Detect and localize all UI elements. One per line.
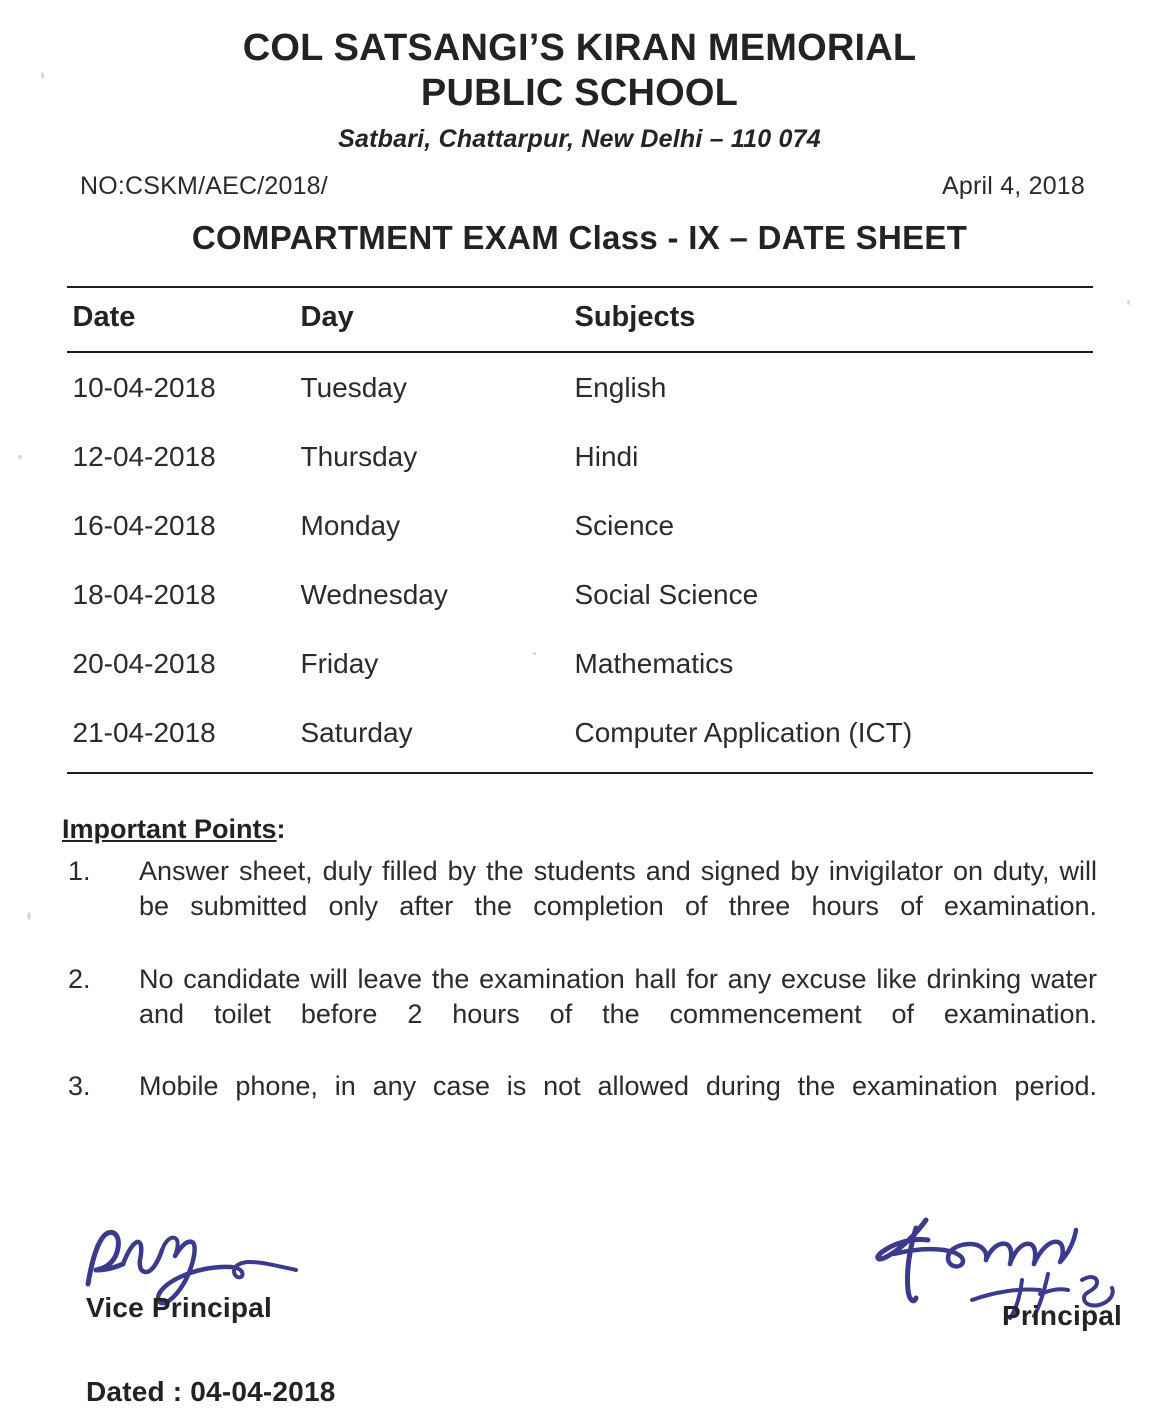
table-body	[67, 352, 1093, 773]
column-header-day: Day	[301, 287, 575, 352]
principal-signature-area	[838, 1228, 1138, 1332]
cell-subject: Social Science	[574, 578, 759, 610]
list-item-text: Answer sheet, duly filled by the students and signed by invigilator on duty, will be submitted only after the completion of three hours of examination.	[139, 855, 1097, 922]
cell-subject: Mathematics	[574, 647, 734, 679]
table-head	[67, 287, 1093, 352]
table-row	[67, 491, 1093, 560]
scan-speck	[1127, 300, 1130, 305]
table-row	[67, 560, 1093, 629]
table-header-row	[67, 287, 1093, 352]
vice-principal-label: Vice Principal	[86, 1292, 272, 1323]
page-title: COMPARTMENT EXAM Class - IX – DATE SHEET	[191, 218, 968, 256]
list-item-number: 3.	[68, 1071, 91, 1102]
cell-day: Wednesday	[300, 578, 448, 610]
list-item-number: 1.	[68, 855, 91, 886]
important-points-list	[62, 854, 1097, 1141]
column-header-date: Date	[67, 287, 301, 352]
school-name-line-1: COL SATSANGI’S KIRAN MEMORIAL	[242, 27, 917, 69]
scan-speck	[18, 455, 22, 459]
cell-subject: English	[574, 371, 667, 403]
cell-day: Thursday	[300, 440, 418, 472]
important-points-heading-colon: :	[276, 813, 286, 844]
schedule-table-wrapper	[67, 286, 1093, 774]
vice-principal-signature-area	[86, 1228, 506, 1324]
cell-subject: Hindi	[574, 440, 639, 472]
school-name-line-2: PUBLIC SCHOOL	[420, 71, 739, 114]
list-item	[62, 854, 1097, 961]
cell-day: Friday	[300, 647, 379, 679]
cell-subject: Computer Application (ICT)	[575, 698, 1093, 773]
list-item-text: Mobile phone, in any case is not allowed during the examination period.	[139, 1071, 1097, 1102]
list-item	[62, 1069, 1097, 1140]
school-name	[0, 26, 1159, 116]
column-header-subjects: Subjects	[575, 287, 1093, 352]
cell-date: 16-04-2018	[72, 509, 216, 541]
cell-day: Monday	[300, 509, 401, 541]
principal-label: Principal	[1001, 1300, 1122, 1331]
cell-date: 12-04-2018	[72, 440, 216, 472]
school-address: Satbari, Chattarpur, New Delhi – 110 074	[338, 124, 821, 153]
list-item-number: 2.	[68, 963, 91, 994]
reference-number: NO:CSKM/AEC/2018/	[80, 171, 328, 200]
dated-line: Dated : 04-04-2018	[86, 1376, 336, 1407]
important-points-section	[62, 814, 1097, 1141]
cell-date: 10-04-2018	[72, 371, 216, 403]
table-row	[67, 422, 1093, 491]
schedule-table	[67, 286, 1093, 774]
important-points-heading	[62, 814, 1097, 845]
cell-day: Tuesday	[300, 371, 407, 403]
important-points-heading-text: Important Points	[62, 813, 277, 844]
list-item	[62, 962, 1097, 1069]
cell-date: 21-04-2018	[67, 698, 301, 773]
table-row	[67, 629, 1093, 698]
cell-date: 18-04-2018	[72, 578, 216, 610]
letterhead	[0, 0, 1159, 154]
signature-block	[0, 1228, 1159, 1417]
table-row	[67, 698, 1093, 773]
cell-date: 20-04-2018	[72, 647, 216, 679]
issue-date: April 4, 2018	[942, 171, 1085, 200]
scan-speck	[27, 912, 31, 920]
cell-subject: Science	[574, 509, 675, 541]
table-row	[67, 352, 1093, 422]
cell-day: Saturday	[301, 698, 575, 773]
reference-line	[0, 172, 1159, 201]
list-item-text: No candidate will leave the examination hall for any excuse like drinking water and toilet before 2 hours of the commencement of examination.	[139, 963, 1097, 1030]
